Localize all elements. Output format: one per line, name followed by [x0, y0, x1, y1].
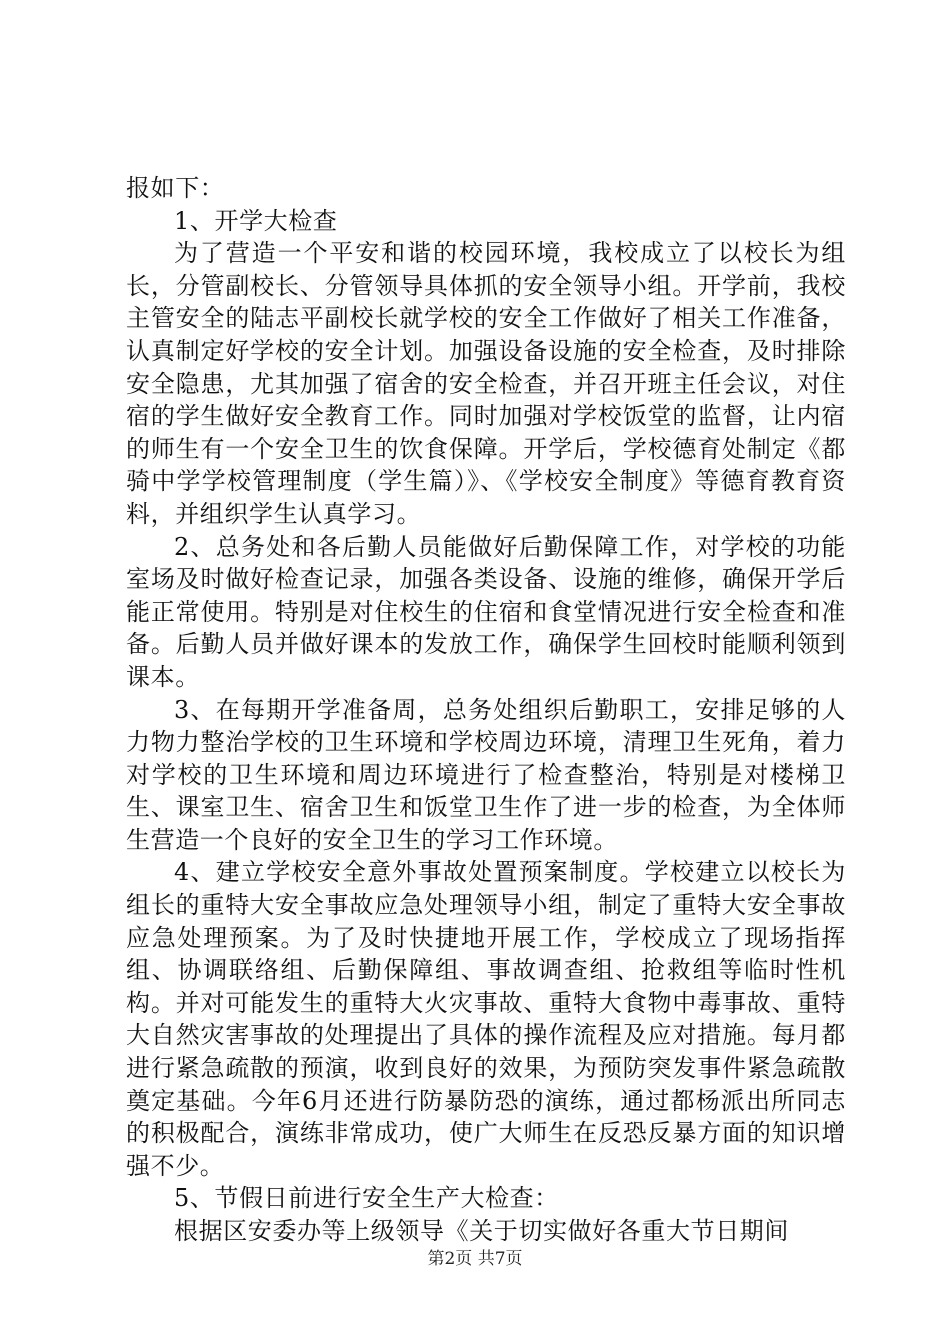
paragraph-emergency-plan: 4、建立学校安全意外事故处置预案制度。学校建立以校长为组长的重特大安全事故应急处理领导小组，制定了重特大安全事故应急处理预案。为了及时快捷地开展工作，学校成立了现场指挥组、协调联络组、后勤保障组、事故调查组、抢救组等临时性机构。并对可能发生的重特大火灾事故、重特大食物中毒事故、重特大自然灾害事故的处理提出了具体的操作流程及应对措施。每月都进行紧急疏散的预演，收到良好的效果，为预防突发事件紧急疏散奠定基础。今年6月还进行防暴防恐的演练，通过都杨派出所同志的积极配合，演练非常成功，使广大师生在反恐反暴方面的知识增强不少。	[126, 858, 846, 1180]
heading-opening-inspection: 1、开学大检查	[174, 206, 338, 235]
paragraph-continuation: 报如下：	[126, 174, 225, 202]
paragraph-logistics: 2、总务处和各后勤人员能做好后勤保障工作，对学校的功能室场及时做好检查记录，加强各类设备、设施的维修，确保开学后能正常使用。特别是对住校生的住宿和食堂情况进行安全检查和准备。后勤人员并做好课本的发放工作，确保学生回校时能顺利领到课本。	[126, 532, 846, 691]
document-body	[126, 172, 846, 1248]
paragraph-holiday-inspection: 根据区安委办等上级领导《关于切实做好各重大节日期间	[174, 1217, 789, 1245]
heading-holiday-inspection: 5、节假日前进行安全生产大检查：	[174, 1184, 559, 1213]
paragraph-hygiene: 3、在每期开学准备周，总务处组织后勤职工，安排足够的人力物力整治学校的卫生环境和学校周边环境，清理卫生死角，着力对学校的卫生环境和周边环境进行了检查整治，特别是对楼梯卫生、课室卫生、宿舍卫生和饭堂卫生作了进一步的检查，为全体师生营造一个良好的安全卫生的学习工作环境。	[126, 695, 846, 854]
page-number-footer: 第2页 共7页	[427, 1249, 523, 1269]
paragraph-opening-inspection: 为了营造一个平安和谐的校园环境，我校成立了以校长为组长，分管副校长、分管领导具体抓的安全领导小组。开学前，我校主管安全的陆志平副校长就学校的安全工作做好了相关工作准备，认真制定好学校的安全计划。加强设备设施的安全检查，及时排除安全隐患，尤其加强了宿舍的安全检查，并召开班主任会议，对住宿的学生做好安全教育工作。同时加强对学校饭堂的监督，让内宿的师生有一个安全卫生的饮食保障。开学后，学校德育处制定《都骑中学学校管理制度（学生篇）》、《学校安全制度》等德育教育资料，并组织学生认真学习。	[126, 239, 846, 528]
